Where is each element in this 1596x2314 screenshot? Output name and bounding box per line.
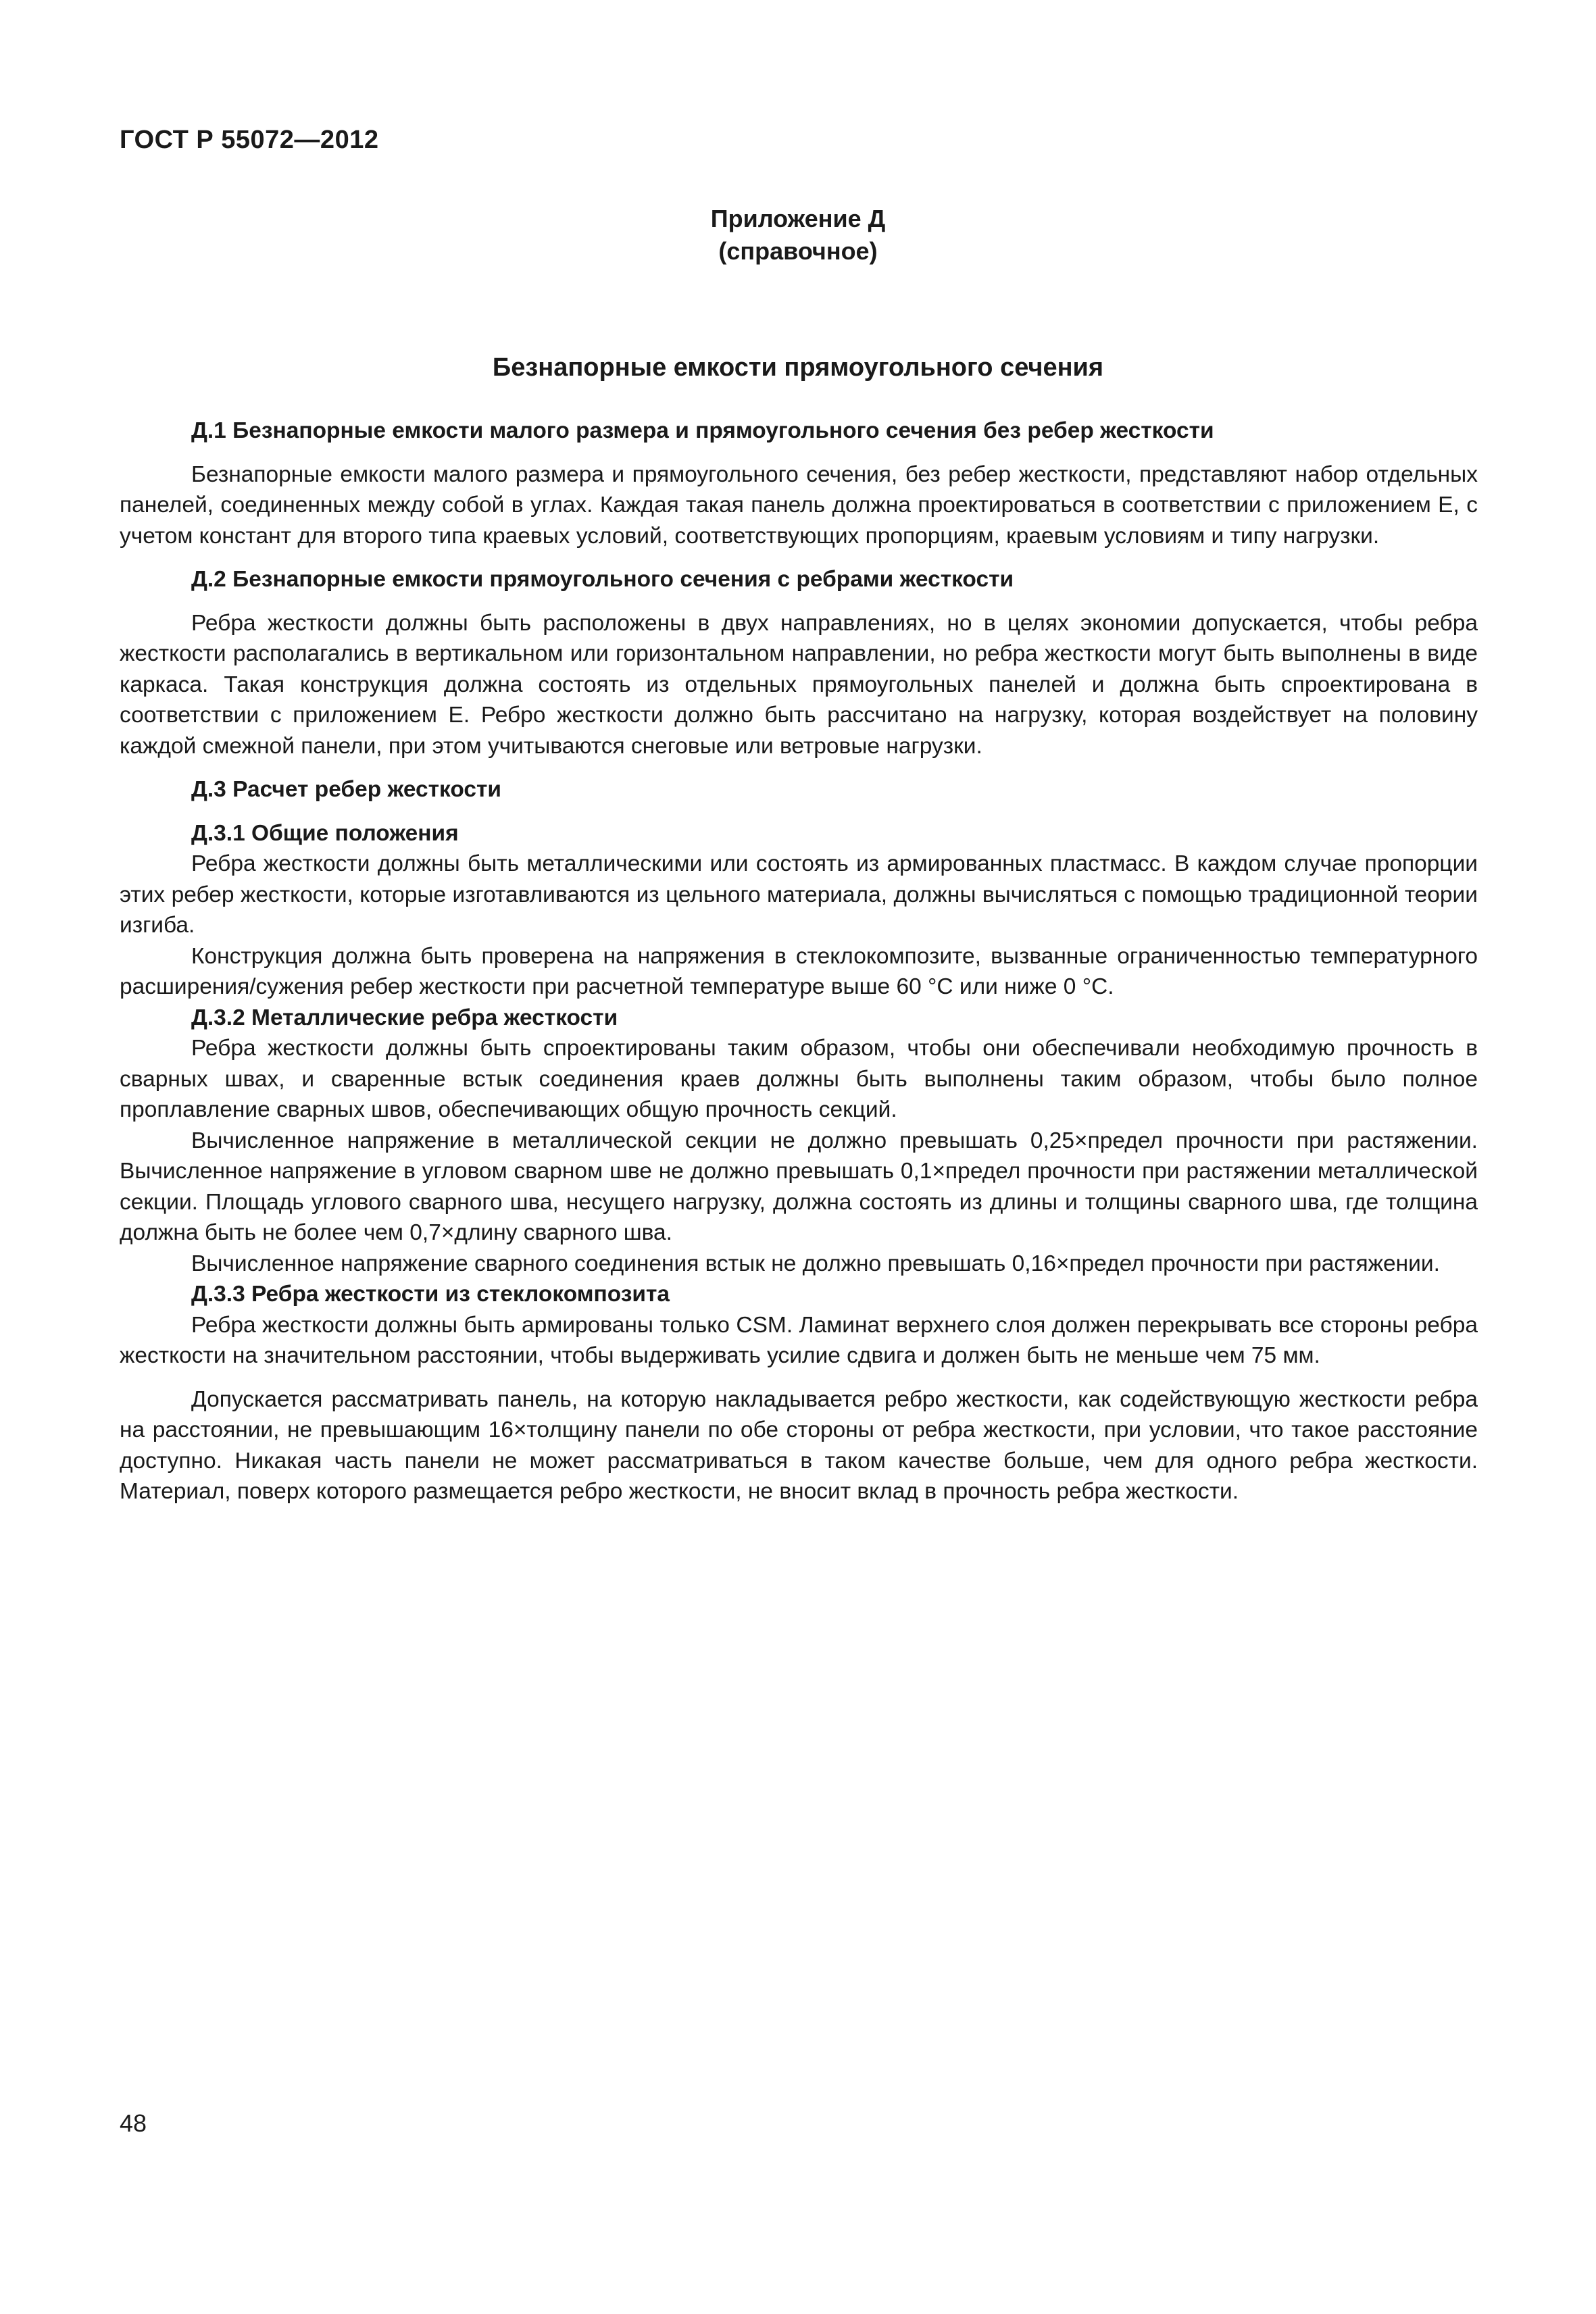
paragraph-d1-1: Безнапорные емкости малого размера и прямоугольного сечения, без ребер жесткости, представляют набор отдельных панелей, соединенных между собой в углах. Каждая такая панель должна проектироваться в соответствии с приложением Е, с учетом констант для второго типа краевых условий, соответствующих пропорциям, краевым условиям и типу нагрузки.	[120, 461, 1478, 549]
subsection-heading-d33: Д.3.3 Ребра жесткости из стеклокомпозита	[191, 1282, 670, 1307]
subsection-heading-d32: Д.3.2 Металлические ребра жесткости	[191, 1005, 618, 1030]
document-body	[120, 416, 1478, 1507]
paragraph-d33-2: Допускается рассматривать панель, на которую накладывается ребро жесткости, как содействующую жесткости ребра на расстоянии, не превышающим 16×толщину панели по обе стороны от ребра жесткости, при условии, что такое расстояние доступно. Никакая часть панели не может рассматриваться в таком качестве больше, чем для одного ребра жесткости. Материал, поверх которого размещается ребро жесткости, не вносит вклад в прочность ребра жесткости.	[120, 1386, 1478, 1504]
paragraph-d31-2: Конструкция должна быть проверена на напряжения в стеклокомпозите, вызванные ограниченностью температурного расширения/сужения ребер жесткости при расчетной температуре выше 60 °С или ниже 0 °С.	[120, 943, 1478, 999]
paragraph-d31-1: Ребра жесткости должны быть металлическими или состоять из армированных пластмасс. В каждом случае пропорции этих ребер жесткости, которые изготавливаются из цельного материала, должны вычисляться с помощью традиционной теории изгиба.	[120, 851, 1478, 938]
subsection-heading-d31: Д.3.1 Общие положения	[191, 820, 459, 846]
page-number: 48	[120, 2109, 147, 2137]
section-heading-d1: Д.1 Безнапорные емкости малого размера и прямоугольного сечения без ребер жесткости	[191, 418, 1214, 443]
document-code: ГОСТ Р 55072—2012	[120, 126, 379, 154]
paragraph-d33-1: Ребра жесткости должны быть армированы только CSM. Ламинат верхнего слоя должен перекрывать все стороны ребра жесткости на значительном расстоянии, чтобы выдерживать усилие сдвига и должен быть не меньше чем 75 мм.	[120, 1312, 1478, 1368]
annex-title: Приложение Д	[710, 205, 886, 232]
page-title: Безнапорные емкости прямоугольного сечения	[492, 353, 1104, 382]
annex-block	[0, 203, 1596, 268]
paragraph-d32-2: Вычисленное напряжение в металлической секции не должно превышать 0,25×предел прочности при растяжении. Вычисленное напряжение в угловом сварном шве не должно превышать 0,1×предел прочности при растяжении металлической секции. Площадь углового сварного шва, несущего нагрузку, должна состоять из длины и толщины сварного шва, где толщина должна быть не более чем 0,7×длину сварного шва.	[120, 1128, 1478, 1245]
paragraph-d32-1: Ребра жесткости должны быть спроектированы таким образом, чтобы они обеспечивали необходимую прочность в сварных швах, и сваренные встык соединения краев должны быть выполнены таким образом, чтобы было полное проплавление сварных швов, обеспечивающих общую прочность секций.	[120, 1036, 1478, 1122]
paragraph-d2-1: Ребра жесткости должны быть расположены в двух направлениях, но в целях экономии допускается, чтобы ребра жесткости располагались в вертикальном или горизонтальном направлении, но ребра жесткости могут быть выполнены в виде каркаса. Такая конструкция должна состоять из отдельных прямоугольных панелей и должна быть спроектирована в соответствии с приложением Е. Ребро жесткости должно быть рассчитано на нагрузку, которая воздействует на половину каждой смежной панели, при этом учитываются снеговые или ветровые нагрузки.	[120, 610, 1478, 759]
section-heading-d2: Д.2 Безнапорные емкости прямоугольного сечения с ребрами жесткости	[191, 567, 1014, 592]
annex-kind: (справочное)	[718, 237, 878, 265]
section-heading-d3: Д.3 Расчет ребер жесткости	[191, 777, 502, 802]
paragraph-d32-3: Вычисленное напряжение сварного соединения встык не должно превышать 0,16×предел прочности при растяжении.	[191, 1251, 1440, 1276]
